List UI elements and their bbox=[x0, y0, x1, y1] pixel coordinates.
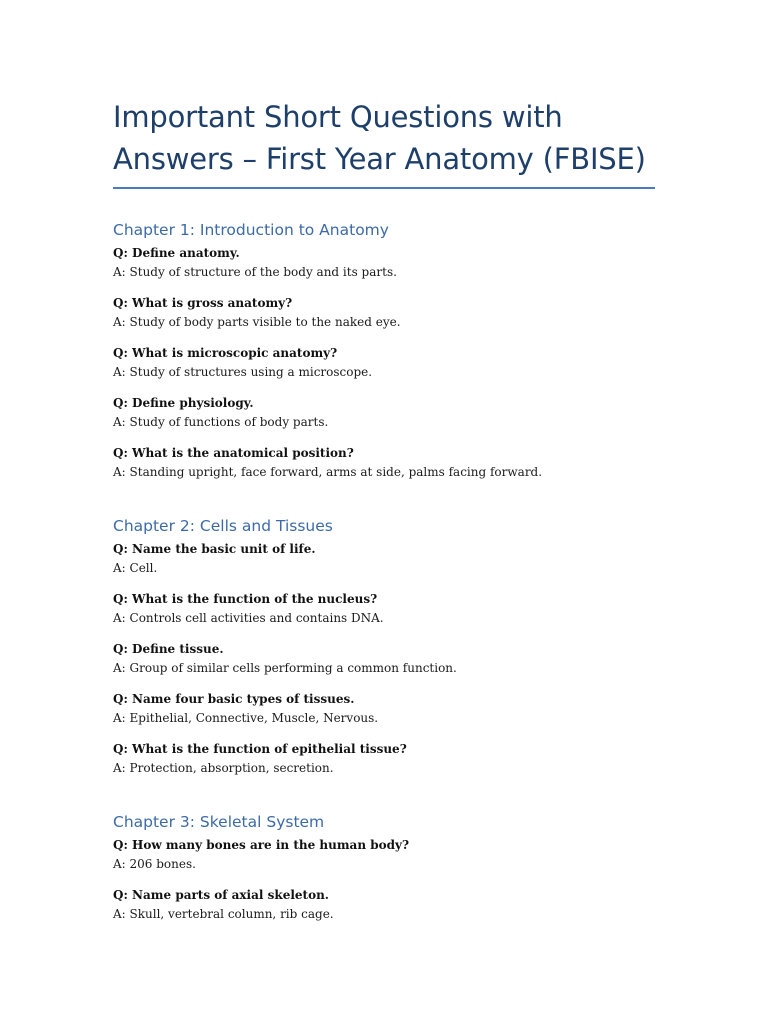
qa-item bbox=[113, 540, 655, 578]
question: Q: Define anatomy. bbox=[113, 246, 240, 260]
answer: A: Study of functions of body parts. bbox=[113, 415, 329, 429]
qa-item bbox=[113, 886, 655, 924]
question: Q: What is microscopic anatomy? bbox=[113, 346, 338, 360]
question: Q: Define tissue. bbox=[113, 642, 224, 656]
chapter-heading: Chapter 1: Introduction to Anatomy bbox=[113, 221, 389, 239]
answer: A: Skull, vertebral column, rib cage. bbox=[113, 907, 334, 921]
answer: A: Study of body parts visible to the naked eye. bbox=[113, 315, 401, 329]
question: Q: What is the function of the nucleus? bbox=[113, 592, 378, 606]
answer: A: Controls cell activities and contains DNA. bbox=[113, 611, 384, 625]
answer: A: Standing upright, face forward, arms at side, palms facing forward. bbox=[113, 465, 543, 479]
qa-item bbox=[113, 590, 655, 628]
question: Q: Name parts of axial skeleton. bbox=[113, 888, 329, 902]
qa-item bbox=[113, 344, 655, 382]
question: Q: What is the anatomical position? bbox=[113, 446, 354, 460]
title-line-2: Answers – First Year Anatomy (FBISE) bbox=[113, 142, 646, 176]
chapter-heading: Chapter 2: Cells and Tissues bbox=[113, 517, 333, 535]
qa-item bbox=[113, 294, 655, 332]
answer: A: Protection, absorption, secretion. bbox=[113, 761, 334, 775]
chapter-2-section bbox=[113, 516, 655, 778]
chapter-heading: Chapter 3: Skeletal System bbox=[113, 813, 325, 831]
answer: A: 206 bones. bbox=[113, 857, 196, 871]
qa-item bbox=[113, 690, 655, 728]
qa-item bbox=[113, 244, 655, 282]
document-page bbox=[113, 96, 655, 936]
document-title bbox=[113, 96, 655, 180]
question: Q: What is gross anatomy? bbox=[113, 296, 293, 310]
qa-item bbox=[113, 444, 655, 482]
title-divider bbox=[113, 187, 655, 189]
answer: A: Study of structure of the body and its parts. bbox=[113, 265, 397, 279]
qa-item bbox=[113, 740, 655, 778]
chapter-3-section bbox=[113, 812, 655, 924]
answer: A: Cell. bbox=[113, 561, 158, 575]
question: Q: How many bones are in the human body? bbox=[113, 838, 410, 852]
qa-item bbox=[113, 640, 655, 678]
question: Q: Define physiology. bbox=[113, 396, 254, 410]
answer: A: Epithelial, Connective, Muscle, Nervous. bbox=[113, 711, 379, 725]
qa-item bbox=[113, 836, 655, 874]
answer: A: Group of similar cells performing a common function. bbox=[113, 661, 457, 675]
question: Q: What is the function of epithelial tissue? bbox=[113, 742, 407, 756]
question: Q: Name four basic types of tissues. bbox=[113, 692, 355, 706]
qa-item bbox=[113, 394, 655, 432]
title-line-1: Important Short Questions with bbox=[113, 100, 563, 134]
chapter-1-section bbox=[113, 220, 655, 482]
answer: A: Study of structures using a microscope. bbox=[113, 365, 373, 379]
question: Q: Name the basic unit of life. bbox=[113, 542, 316, 556]
